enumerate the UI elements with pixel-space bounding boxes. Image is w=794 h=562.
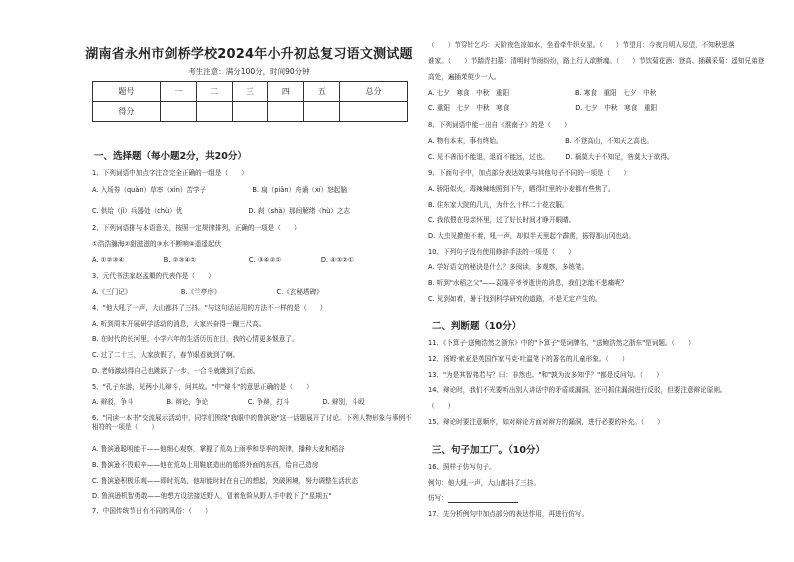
question-line: B. 听到"水稻之父"——袁隆平爷爷逝世的消息，我们怎能不悲痛呢？ (428, 279, 628, 287)
score-cell: 四 (268, 82, 304, 102)
question-line: A. 骄阳似火，毒辣辣地照到下午，晒得红里的小麦都有些焦了。 (428, 185, 615, 193)
exam-notice: 考生注意：满分100分，时间90分钟 (188, 67, 310, 76)
score-cell: 题号 (93, 82, 161, 102)
score-input-cell[interactable] (304, 102, 340, 122)
question-line: C. 我依偎在母亲怀里，过了好长时间才睁开眼睛。 (428, 216, 576, 224)
question-line: D. 老师激动得自己也跳跃了一步，一合斗就跳到了后面。 (92, 367, 260, 375)
question-line: A. 入场券（quàn）草率（xìn）苦学子 B. 扁（piān）舟诵（xí）怒起脑 (92, 186, 347, 194)
section-heading: 三、句子加工厂。（10分） (432, 445, 545, 456)
score-table-score-row (93, 102, 408, 122)
question-line: A. 学好语文的秘诀是什么？多阅读，多观察，多练笔。 (428, 263, 589, 271)
score-input-cell[interactable] (160, 102, 196, 122)
question-line: B. 在时代的长河里，小学六年的生活历历在目，我的心情更多惬意了。 (92, 335, 299, 343)
score-cell: 总分 (340, 82, 408, 102)
question-line: 16、照样子仿写句子。 (428, 463, 496, 471)
question-line: C. 过了二十三，大家放假了，春节眼看就到了啊。 (92, 351, 240, 359)
question-line: C. 鲁滨逊积极乐观——即时荒岛，他却能时时在自己的想起，突破困境，努力调整生活状态 (92, 477, 358, 485)
question-line: C. 供给（jǐ）兵器处（chù）优 D. 刹（shà）那间解绪（hù）之志 (92, 207, 351, 215)
question-line: D. 大虫见掀他不着，吼一声，却似半天里起个霹雳，振得那山冈也动。 (428, 232, 636, 240)
question-line: 11、《卜算子·送鲍浩然之浙东》中的"卜算子"是词牌名，"送鲍浩然之浙东"是词题。（ ） (428, 339, 695, 347)
score-table (92, 81, 408, 122)
question-line: 例句：他大吼一声，大山都抖了三抖。 (428, 479, 541, 487)
question-line: 12、汤姆·索亚是英国作家马克·吐温笔下的著名的儿童形象。（ ） (428, 355, 629, 363)
question-line: 2、下列词语排与本语意关，按照一定规律排列，正确的一项是（ ） (92, 224, 301, 232)
section-heading: 二、判断题（10分） (432, 321, 522, 332)
question-line: B. 鲁滨逊不畏艰辛——他在荒岛上用鞋底造出的船将外面的东西，给自己造房 (92, 461, 319, 469)
answer-blank[interactable] (448, 496, 518, 503)
question-line: 谁家。（ ）节踏青扫墓：清明时节雨纷纷，路上行人欲断魂。（ ）节饮菊花酒：登高、插藕采菊：遥知兄弟登 (428, 57, 765, 65)
question-line: 10、下列句子没有使用修辞手法的一项是（ ） (428, 248, 575, 256)
question-line: C. 见不善而不能退，退而不能远，过也。 D. 祸莫大于不知足，咎莫大于欲得。 (428, 153, 674, 161)
question-line: C. 重阳 七夕 中秋 寒食 D. 七夕 中秋 寒食 重阳 (428, 104, 658, 112)
question-line: A. ①②③④ B. ②③④① C. ③④②① D. ④③②① (92, 256, 354, 264)
answer-line (428, 494, 518, 503)
question-line: A. 鲁滨逊聪明能干——他细心观察，掌握了荒岛上雨季和旱季的规律，播种大麦和稻谷 (92, 445, 345, 453)
score-cell: 一 (160, 82, 196, 102)
page-title: 湖南省永州市剑桥学校2024年小升初总复习语文测试题 (85, 47, 413, 62)
question-line: D. 鲁滨逊机智勇敢——他想方设法接近野人，冒着危险从野人手中救下了"星期五" (92, 492, 332, 500)
answer-prompt: 仿写： (428, 494, 448, 502)
question-line: A.《三门记》 B.《兰亭序》 C.《玄秘塔碑》 (92, 288, 323, 296)
question-line: 8、下列词语中能一出自《淮南子》的是（ ） (428, 121, 571, 129)
question-line: 17、先分析例句中加点部分的表达作用，再进行仿写。 (428, 510, 589, 518)
question-line: 4、"他大吼了一声，大山都抖了三抖。"与这句话运用的方法不一样的是（ ） (92, 304, 327, 312)
question-line: 9、下面句子中，加点部分表达效果与其他句子不同的一项是（ ） (428, 169, 631, 177)
question-line: 7、中国传统节日有不同的风俗：（ ） (92, 507, 212, 515)
question-line: 15、辩论时要注意顺序，如对辩论方面对辩方的漏洞，进行必要的补充。（ ） (428, 418, 664, 426)
question-line: ①浩浩瀚海②甜滋滋的③水不断响④遥遥起伏 (92, 240, 222, 248)
question-line: 14、辩论时，我们不光要听出别人讲话中的矛盾或漏洞，还可抓住漏洞进行反驳，但要注意辩论原则。 (428, 386, 727, 394)
question-line: 高处，遍插茱萸少一人。 (428, 73, 501, 81)
score-cell: 三 (232, 82, 268, 102)
question-line: （ ） (428, 402, 455, 410)
question-line: C. 见到如着，暑于找到科学研究的道路，不是无定产生的。 (428, 295, 602, 303)
question-line: （ ）节穿针乞巧：天阶夜色凉如水，坐看牵牛织女星。（ ）节望月：今夜月明人尽望，不知秋思落 (428, 41, 735, 49)
question-line: A. 物有本末，事有终始。 B. 不登高山，不知天之高也。 (428, 137, 654, 145)
question-line: 3、元代书法家赵孟頫的代表作是（ ） (92, 272, 215, 280)
score-input-cell[interactable] (232, 102, 268, 122)
question-line: A. 辩驳，争斗 B. 辩论，争论 C. 争辩，打斗 D. 辩别，斗殴 (92, 398, 365, 406)
question-line: A. 七夕 寒食 中秋 重阳 B. 寒食 重阳 七夕 中秋 (428, 89, 657, 97)
question-line: 6、"同读一本书"交流展示活动中，同学们围绕"我眼中的鲁滨逊"这一话题展开了讨论。下列人物形象与事例不相符的一项是（ ） (92, 414, 412, 431)
question-line: 13、"为是其智弗若与？曰：非然也。"和"孰为汝多知乎？"都是反问句。（ ） (428, 371, 663, 379)
question-line: A. 听到周末开展研学活动的消息，大家兴奋得一蹦三尺高。 (92, 320, 266, 328)
question-line: 1、下列词语中加点字注音完全正确的一组是（ ） (92, 169, 248, 177)
section-heading: 一、选择题（每小题2分，共20分） (94, 151, 247, 162)
score-cell: 二 (196, 82, 232, 102)
score-input-cell[interactable] (340, 102, 408, 122)
score-input-cell[interactable] (196, 102, 232, 122)
question-line: B. 住东家大院的几儿，为什么十样二十花衣服。 (428, 201, 569, 209)
score-input-cell[interactable] (268, 102, 304, 122)
score-cell: 得分 (93, 102, 161, 122)
score-cell: 五 (304, 82, 340, 102)
score-table-header-row (93, 82, 408, 102)
question-line: 5、"孔子东游，见两小儿辩斗，问其故。"中"辩斗"的意思正确的是（ ） (92, 383, 313, 391)
